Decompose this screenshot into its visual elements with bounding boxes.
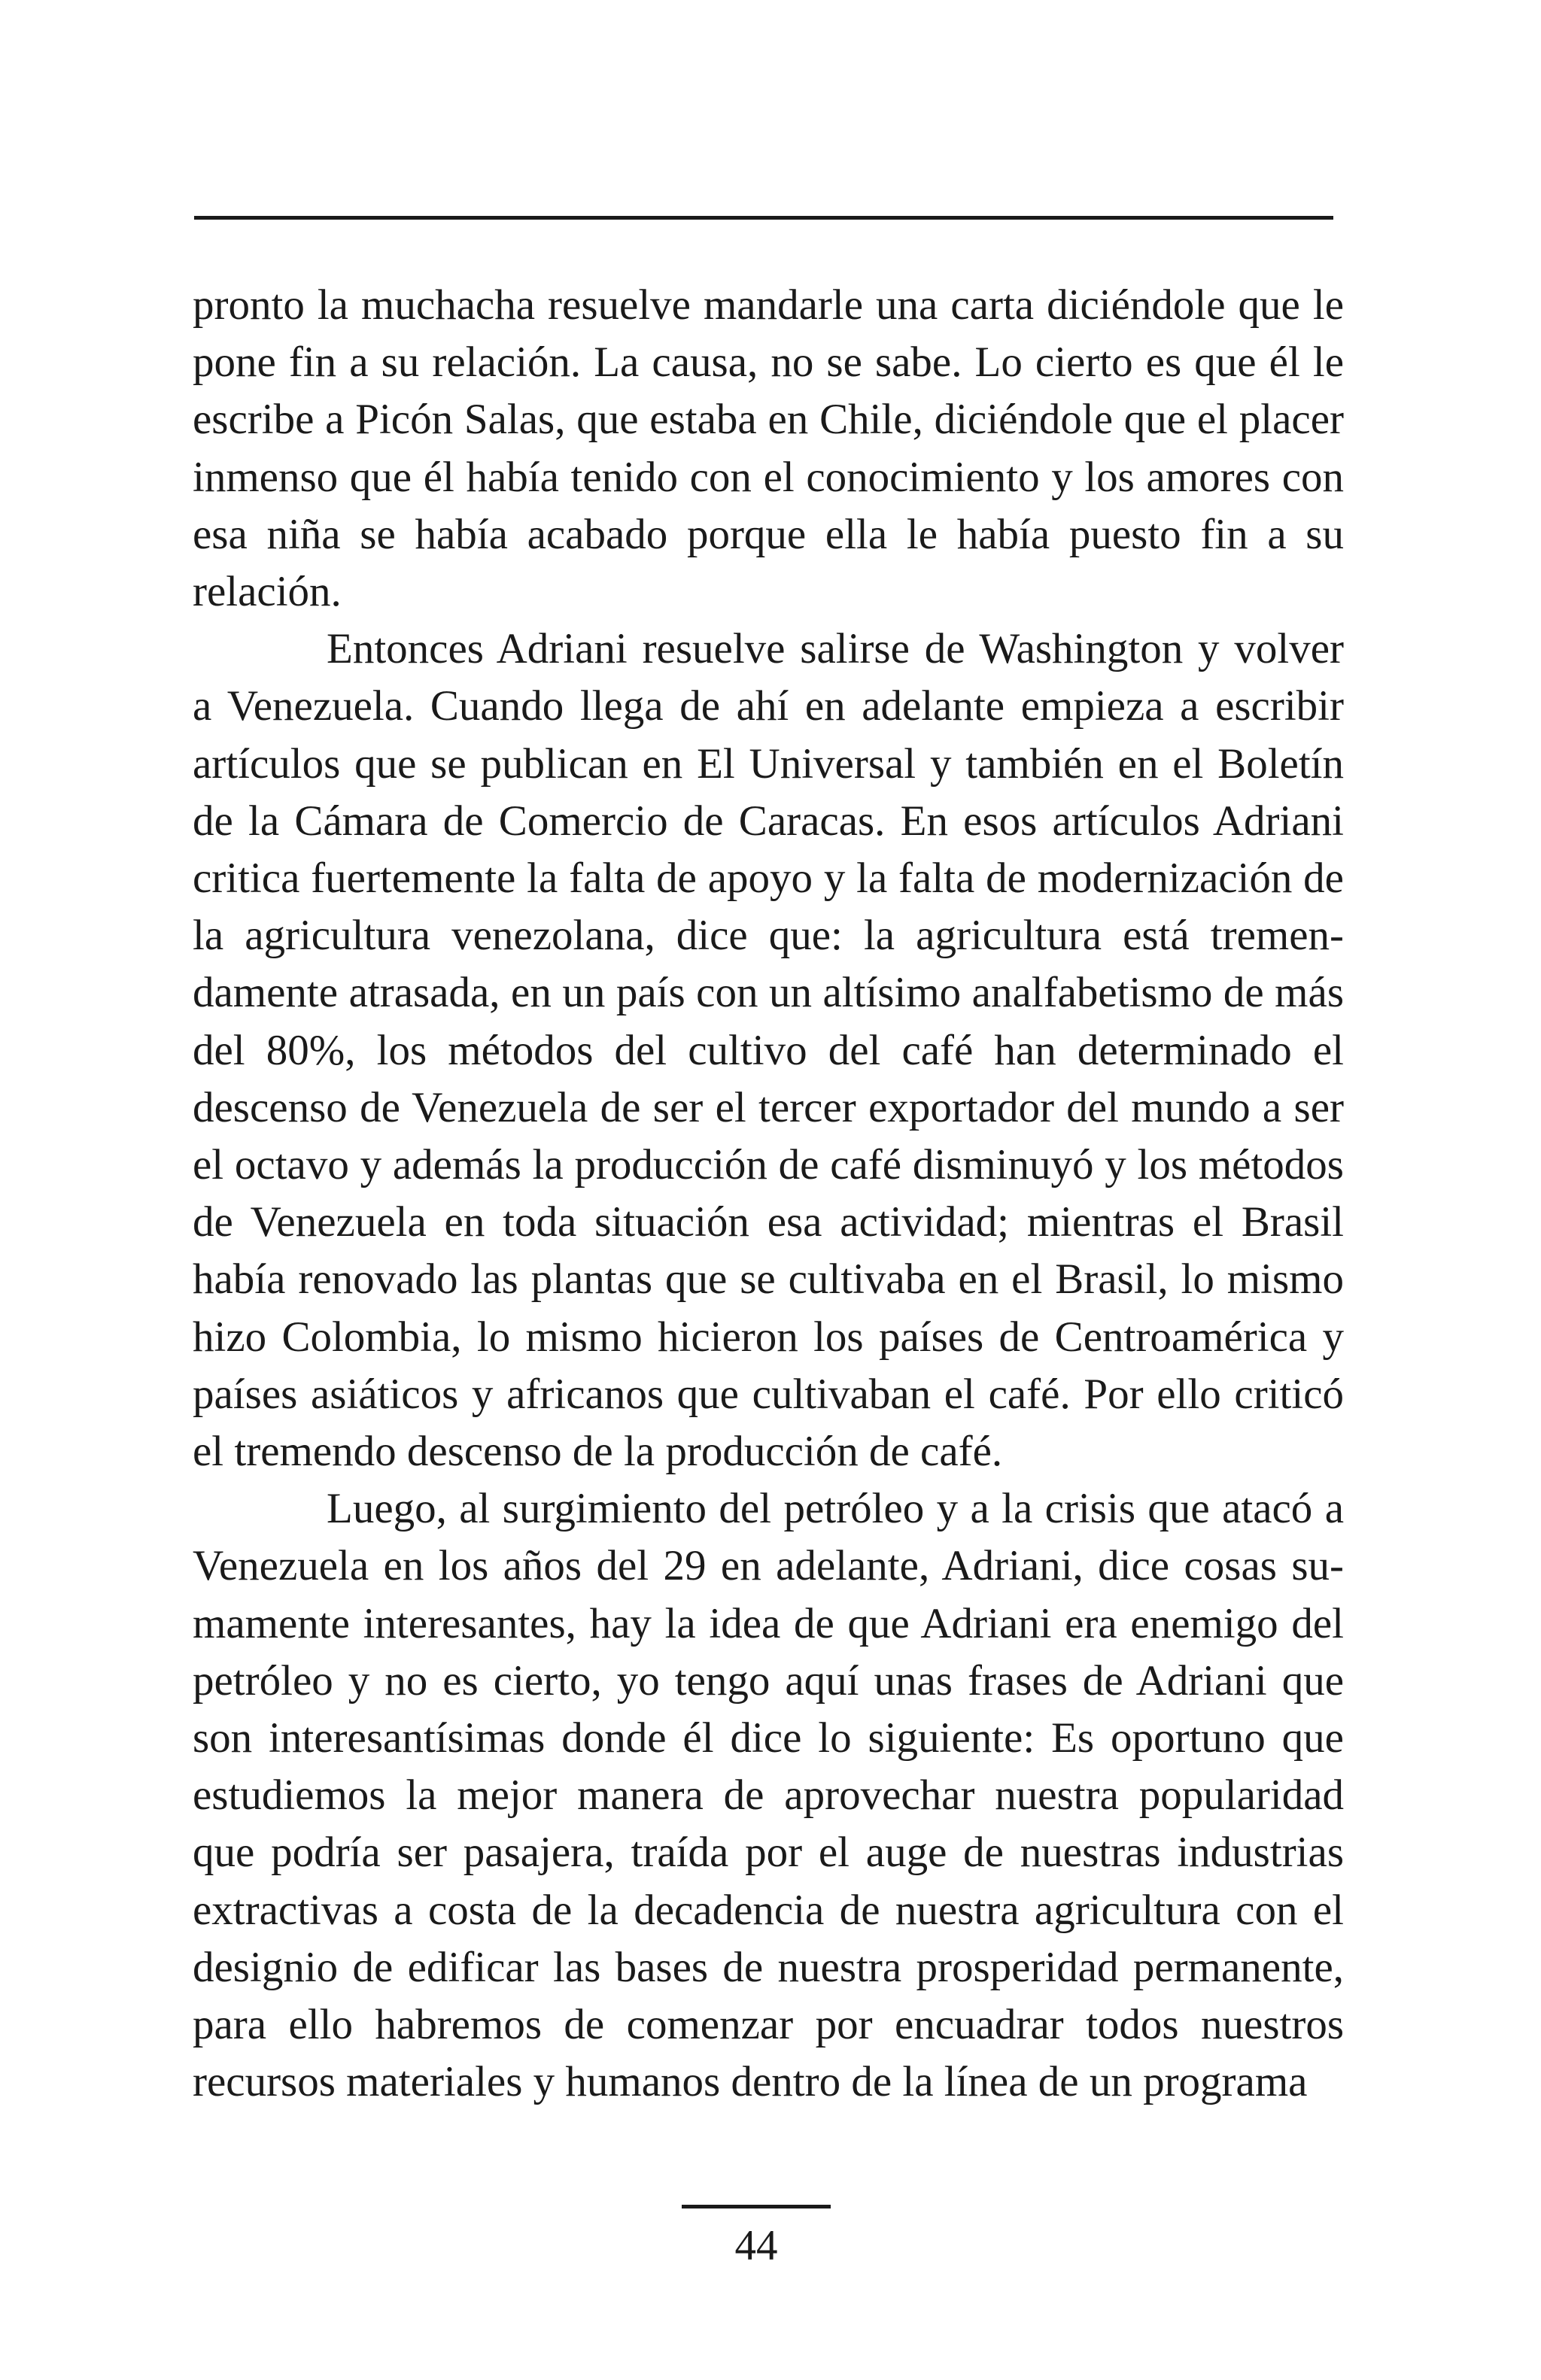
paragraph-1: pronto la muchacha resuelve mandarle una carta diciéndole que le pone fin a su relación. La causa, no se sabe. Lo cierto es que él le escribe a Picón Salas, que estaba en Chile, diciéndole que el placer inmenso que él había tenido con el conocimiento y los amores con esa niña se había acabado porque ella le había puesto fin a su relación. bbox=[193, 281, 1344, 616]
paragraph-2: Entonces Adriani resuelve salirse de Washington y volver a Venezuela. Cuando llega de ahí en adelante empieza a escribir artículos que se publican en El Universal y también en el Boletín de la Cámara de Comercio de Caracas. En esos artículos Adriani critica fuertemente la falta de apoyo y la falta de modernización de la agricultura venezolana, dice que: la agricultura está tremendamente atrasada, en un país con un altísimo analfabetismo de más del 80%, los métodos del cultivo del café han determinado el descenso de Venezuela de ser el tercer exportador del mundo a ser el octavo y además la producción de café disminuyó y los métodos de Venezuela en toda situación esa actividad; mientras el Brasil había renovado las plantas que se cultivaba en el Brasil, lo mismo hizo Colombia, lo mismo hicieron los países de Centroamérica y países asiáticos y africanos que cultivaban el café. Por ello criticó el tremendo descenso de la producción de café. bbox=[193, 625, 1344, 1476]
paragraph-3: Luego, al surgimiento del petróleo y a la crisis que atacó a Venezuela en los años del 29 en adelante, Adriani, dice cosas sumamente interesantes, hay la idea de que Adriani era enemigo del petróleo y no es cierto, yo tengo aquí unas frases de Adriani que son interesantísimas donde él dice lo siguiente: Es oportuno que estudiemos la mejor manera de aprovechar nuestra popularidad que podría ser pasajera, traída por el auge de nuestras industrias extractivas a costa de la decadencia de nuestra agricultura con el designio de edificar las bases de nuestra prosperidad permanente, para ello habremos de comenzar por encuadrar todos nuestros recursos materiales y humanos dentro de la línea de un programa bbox=[193, 1485, 1344, 2106]
body-text bbox=[193, 277, 1344, 2111]
page-number: 44 bbox=[734, 2222, 778, 2269]
header-rule bbox=[194, 216, 1333, 220]
footer-rule bbox=[682, 2205, 831, 2208]
